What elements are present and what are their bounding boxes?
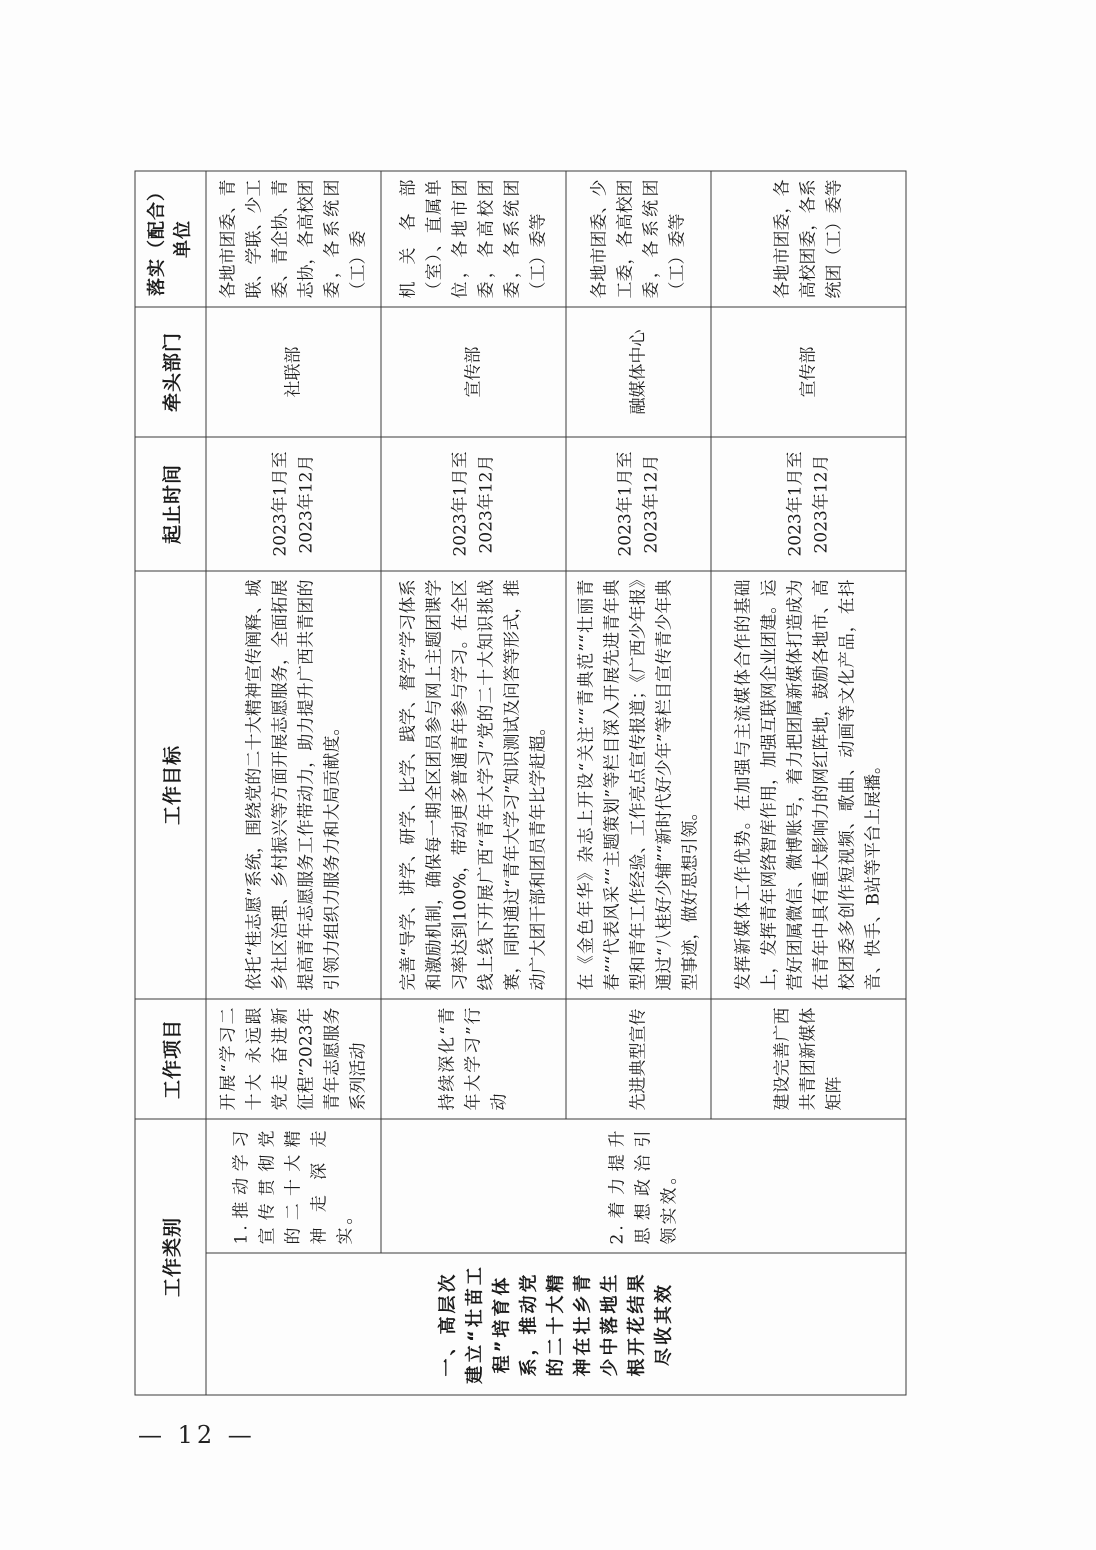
period-cell: 2023年1月至2023年12月 xyxy=(566,437,711,571)
lead-dept-cell: 社联部 xyxy=(206,307,381,437)
page-number: — 12 — xyxy=(138,1421,256,1449)
header-period: 起止时间 xyxy=(135,437,206,571)
table-row xyxy=(381,171,566,1395)
lead-dept-cell: 宣传部 xyxy=(711,307,906,437)
goal-cell: 完善“导学、讲学、研学、比学、践学、督学”学习体系和激励机制，确保每一期全区团员参与网上主题团课学习率达到100%，带动更多普通青年参与学习。在全区线上线下开展广西“青年大学习”党的二十大知识挑战赛，同时通过“青年大学习”知识测试及问答等形式，推动广大团干部和团员青年比学赶超。 xyxy=(381,571,566,999)
header-project: 工作项目 xyxy=(135,999,206,1119)
goal-cell: 在《金色年华》杂志上开设“关注”“青典范”“壮丽青春”“代表风采”“主题策划”等栏目深入开展先进青年典型和青年工作经验、工作亮点宣传报道；《广西少年报》通过“八桂好少辅”“新时代好少年”等栏目宣传青少年典型事迹，做好思想引领。 xyxy=(566,571,711,999)
period-cell: 2023年1月至2023年12月 xyxy=(206,437,381,571)
subcategory-cell: 2.着力提升思想政治引领实效。 xyxy=(381,1119,906,1253)
project-cell: 开展“学习二十大 永远跟党走 奋进新征程”2023年青年志愿服务系列活动 xyxy=(206,999,381,1119)
category-cell: 一、高层次建立“壮苗工程”培育体系，推动党的二十大精神在壮乡青少中落地生根开花结果尽收其效 xyxy=(206,1253,906,1395)
table-row xyxy=(206,171,381,1395)
work-plan-table xyxy=(135,170,907,1395)
table-header-row xyxy=(135,171,206,1395)
lead-dept-cell: 宣传部 xyxy=(381,307,566,437)
project-cell: 持续深化“青年大学习”行动 xyxy=(381,999,566,1119)
header-goal: 工作目标 xyxy=(135,571,206,999)
cooperating-units-cell: 各地市团委、少工委，各高校团委，各系统团（工）委等 xyxy=(566,171,711,307)
period-cell: 2023年1月至2023年12月 xyxy=(711,437,906,571)
cooperating-units-cell: 机关各部（室）、直属单位，各地市团委，各高校团委，各系统团（工）委等 xyxy=(381,171,566,307)
goal-cell: 发挥新媒体工作优势。在加强与主流媒体合作的基础上，发挥青年网络智库作用，加强互联网企业团建。运营好团属微信、微博账号，着力把团属新媒体打造成为在青年中具有重大影响力的网红阵地，鼓励各地市、高校团委多创作短视频、歌曲、动画等文化产品，在抖音、快手、B站等平台上展播。 xyxy=(711,571,906,999)
goal-cell: 依托“桂志愿”系统，围绕党的二十大精神宣传阐释、城乡社区治理、乡村振兴等方面开展志愿服务，全面拓展提高青年志愿服务工作带动力，助力提升广西共青团的引领力组织力服务力和大局贡献度。 xyxy=(206,571,381,999)
work-plan-table-wrapper xyxy=(135,172,906,1396)
header-cooperating-units: 落实（配合）单位 xyxy=(135,171,206,307)
cooperating-units-cell: 各地市团委，各高校团委，各系统团（工）委等 xyxy=(711,171,906,307)
subcategory-cell: 1.推动学习宣传贯彻党的二十大精神走深走实。 xyxy=(206,1119,381,1253)
project-cell: 建设完善广西共青团新媒体矩阵 xyxy=(711,999,906,1119)
lead-dept-cell: 融媒体中心 xyxy=(566,307,711,437)
period-cell: 2023年1月至2023年12月 xyxy=(381,437,566,571)
header-category: 工作类别 xyxy=(135,1119,206,1395)
header-lead-dept: 牵头部门 xyxy=(135,307,206,437)
project-cell: 先进典型宣传 xyxy=(566,999,711,1119)
cooperating-units-cell: 各地市团委、青联、学联、少工委、青企协、青志协，各高校团委，各系统团（工）委 xyxy=(206,171,381,307)
